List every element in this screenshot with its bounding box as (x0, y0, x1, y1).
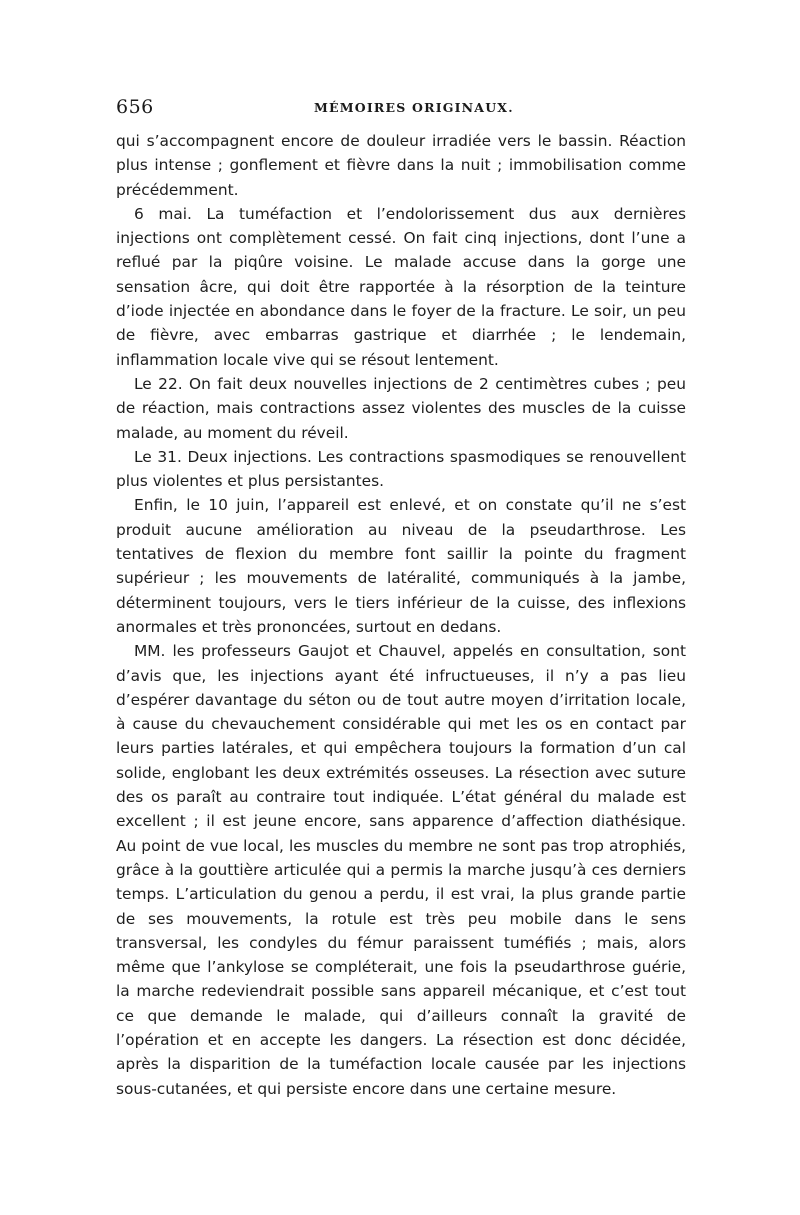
running-title: MÉMOIRES ORIGINAUX. (314, 100, 514, 115)
paragraph-le-31: Le 31. Deux injections. Les contractions spasmodiques se renouvellent plus violentes et plus persistantes. (116, 447, 686, 491)
paragraph-le-22: Le 22. On fait deux nouvelles injections de 2 centimètres cubes ; peu de réaction, mais contractions assez violentes des muscles de la cuisse malade, au moment du réveil. (116, 374, 686, 442)
body-text (116, 129, 686, 1101)
page-number: 656 (116, 96, 154, 118)
page-header (116, 96, 686, 122)
paragraph-consultation: MM. les professeurs Gaujot et Chauvel, appelés en consultation, sont d’avis que, les injections ayant été infructueuses, il n’y a pas lieu d’espérer davantage du séton ou de tout autre moyen d’irritation locale, à cause du chevauchement considérable qui met les os en contact par leurs parties latérales, et qui empêchera toujours la formation d’un cal solide, englobant les deux extrémités osseuses. La résection avec suture des os paraît au contraire tout indiquée. L’état général du malade est excellent ; il est jeune encore, sans apparence d’affection diathésique. Au point de vue local, les muscles du membre ne sont pas trop atrophiés, grâce à la gouttière articulée qui a permis la marche jusqu’à ces derniers temps. L’articulation du genou a perdu, il est vrai, la plus grande partie de ses mouvements, la rotule est très peu mobile dans le sens transversal, les condyles du fémur paraissent tuméfiés ; mais, alors même que l’ankylose se compléterait, une fois la pseudarthrose guérie, la marche redeviendrait possible sans appareil mécanique, et c’est tout ce que demande le malade, qui d’ailleurs connaît la gravité de l’opération et en accepte les dangers. La résection est donc décidée, après la disparition de la tuméfaction locale causée par les injections sous-cutanées, et qui persiste encore dans une certaine mesure. (116, 642, 686, 1098)
paragraph-continuation: qui s’accompagnent encore de douleur irradiée vers le bassin. Réaction plus intense ; gonflement et fièvre dans la nuit ; immobilisation comme précédemment. (116, 132, 686, 199)
paragraph-10-juin: Enfin, le 10 juin, l’appareil est enlevé, et on constate qu’il ne s’est produit aucune amélioration au niveau de la pseudarthrose. Les tentatives de flexion du membre font saillir la pointe du fragment supérieur ; les mouvements de latéralité, communiqués à la jambe, déterminent toujours, vers le tiers inférieur de la cuisse, des inflexions anormales et très prononcées, surtout en dedans. (116, 496, 686, 636)
paragraph-6-mai: 6 mai. La tuméfaction et l’endolorissement dus aux dernières injections ont complètement cessé. On fait cinq injections, dont l’une a reflué par la piqûre voisine. Le malade accuse dans la gorge une sensation âcre, qui doit être rapportée à la résorption de la teinture d’iode injectée en abondance dans le foyer de la fracture. Le soir, un peu de fièvre, avec embarras gastrique et diarrhée ; le lendemain, inflammation locale vive qui se résout lentement. (116, 204, 686, 369)
